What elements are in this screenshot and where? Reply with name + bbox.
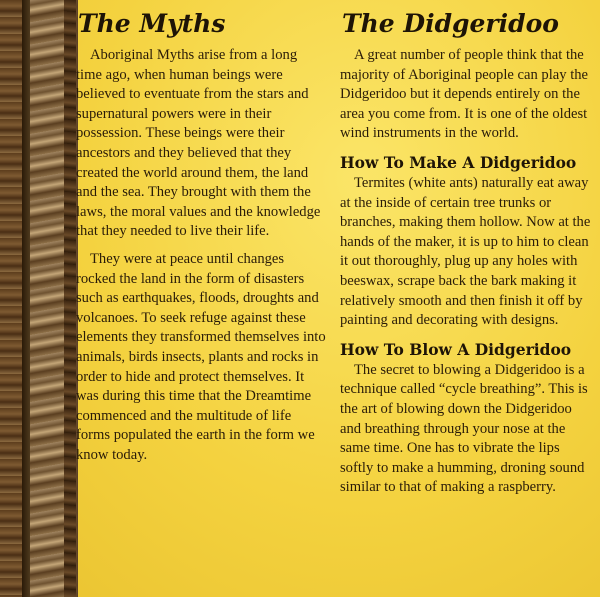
make-text: Termites (white ants) naturally eat away at the inside of certain tree trunks or branches, making them hollow. Now at the hands of the maker, it is up to him to clean it out thoroughly, plug up any holes with beeswax, scrape back the bark making it relatively smooth and then finish it off by painting and decorating with designs. — [340, 174, 591, 329]
myths-paragraph-1: Aboriginal Myths arise from a long time ago, when human beings were believed to eventuate from the stars and supernatural powers were in their possession. These beings were their ancestors and they believed that they created the world around them, the land and the sea. They brought with them the laws, the moral values and the knowledge that they needed to live their life. — [76, 47, 321, 240]
blow-heading: How To Blow A Didgeridoo — [340, 339, 572, 359]
tree-trunk — [0, 0, 22, 597]
trunk-shadow — [22, 0, 30, 597]
tree-trunks-image — [0, 0, 78, 597]
myths-title: The Myths — [78, 9, 226, 38]
didgeridoo-intro: A great number of people think that the majority of Aboriginal people can play the Didgeridoo but it depends entirely on the area you come from. It is one of the oldest wind instruments in the world. — [340, 47, 589, 142]
myths-paragraph-2: They were at peace until changes rocked the land in the form of disasters such as earthquakes, floods, droughts and volcanoes. To seek refuge against these elements they transformed themselves into animals, birds insects, plants and rocks in order to hide and protect themselves. It was during this time that the Dreamtime commenced and the multitude of life forms populated the earth in the form we know today. — [76, 250, 326, 463]
myths-column — [74, 8, 326, 473]
didgeridoo-title: The Didgeridoo — [342, 9, 559, 38]
blow-text: The secret to blowing a Didgeridoo is a technique called “cycle breathing”. This is the art of blowing down the Didgeridoo and breathing through your nose at the same time. One has to vibrate the lips softly to make a humming, droning sound similar to that of making a raspberry. — [340, 361, 588, 496]
make-heading: How To Make A Didgeridoo — [340, 152, 577, 172]
tree-trunk — [30, 0, 64, 597]
didgeridoo-column — [340, 8, 596, 506]
